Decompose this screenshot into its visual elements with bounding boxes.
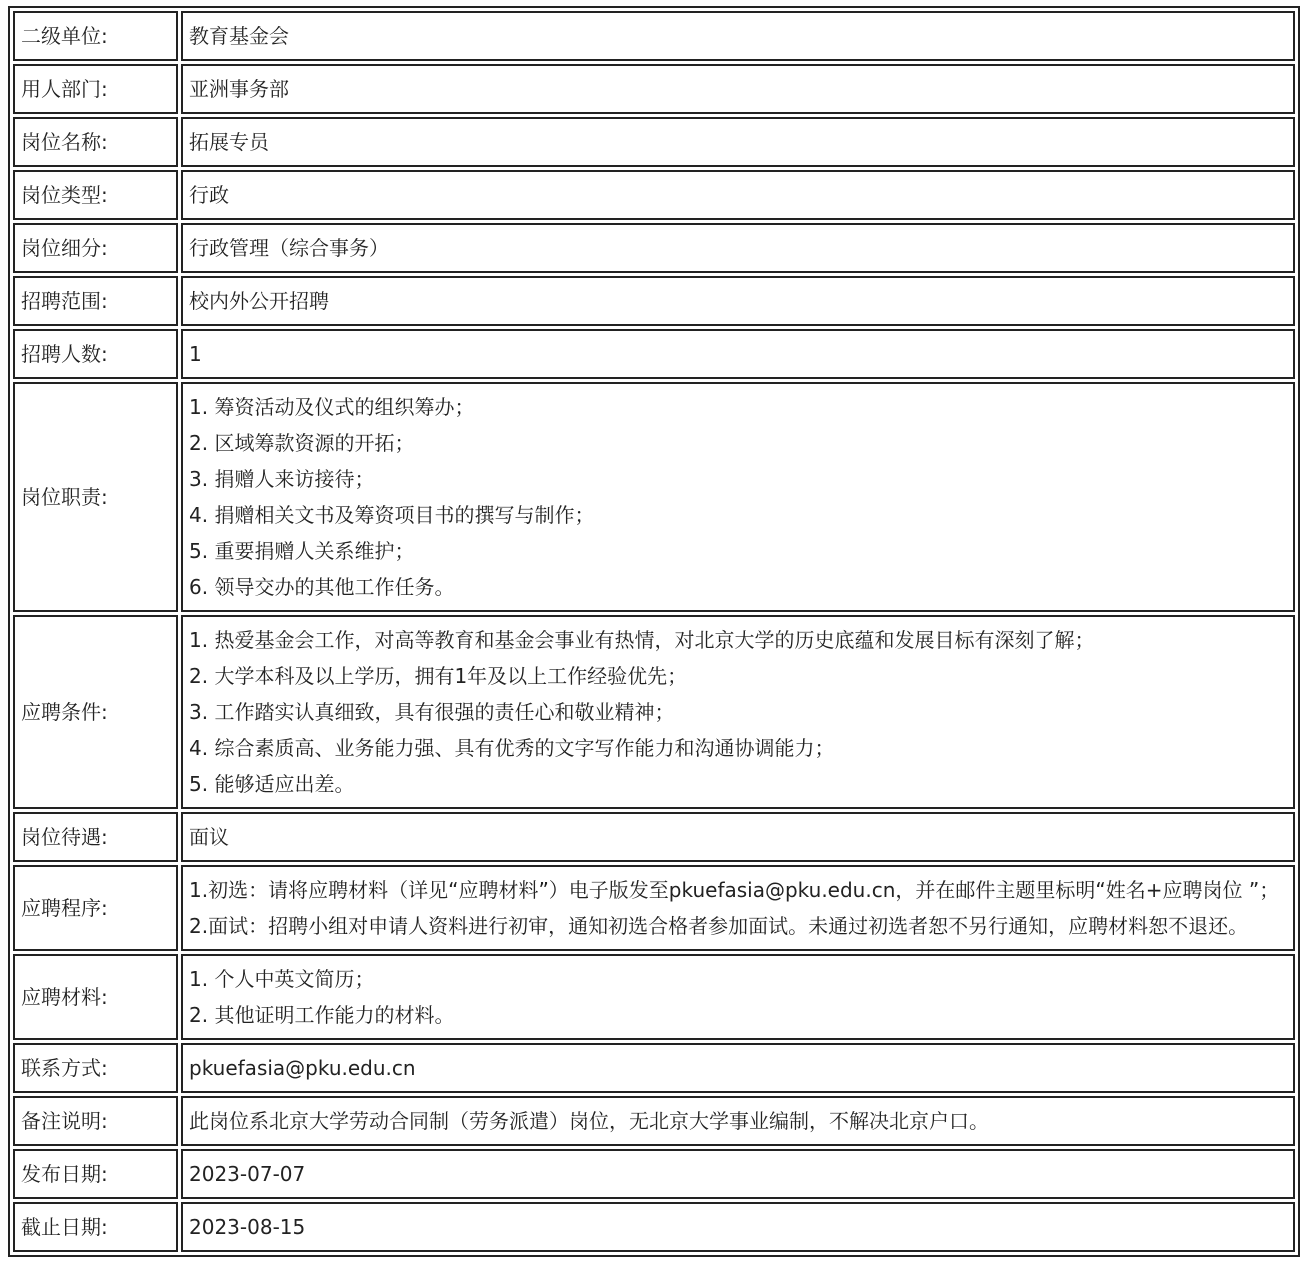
procedure-line: 1.初选：请将应聘材料（详见“应聘材料”）电子版发至pkuefasia@pku.edu.cn，并在邮件主题里标明“姓名+应聘岗位 ”； xyxy=(189,878,1280,902)
value-salary: 面议 xyxy=(181,812,1295,862)
value-position-name: 拓展专员 xyxy=(181,117,1295,167)
row-publish-date xyxy=(13,1149,1295,1199)
label-deadline: 截止日期: xyxy=(13,1202,178,1252)
row-position-name xyxy=(13,117,1295,167)
requirement-line: 2. 大学本科及以上学历，拥有1年及以上工作经验优先； xyxy=(189,664,688,688)
label-procedure: 应聘程序: xyxy=(13,865,178,951)
duty-line: 2. 区域筹款资源的开拓； xyxy=(189,431,415,455)
row-unit xyxy=(13,11,1295,61)
requirement-line: 4. 综合素质高、业务能力强、具有优秀的文字写作能力和沟通协调能力； xyxy=(189,736,835,760)
label-unit: 二级单位: xyxy=(13,11,178,61)
value-requirements xyxy=(181,615,1295,809)
label-duties: 岗位职责: xyxy=(13,382,178,612)
value-duties xyxy=(181,382,1295,612)
row-department xyxy=(13,64,1295,114)
row-recruit-scope xyxy=(13,276,1295,326)
value-unit: 教育基金会 xyxy=(181,11,1295,61)
duty-line: 1. 筹资活动及仪式的组织筹办； xyxy=(189,395,475,419)
material-line: 1. 个人中英文简历； xyxy=(189,967,375,991)
value-notes: 此岗位系北京大学劳动合同制（劳务派遣）岗位，无北京大学事业编制，不解决北京户口。 xyxy=(181,1096,1295,1146)
duty-line: 4. 捐赠相关文书及筹资项目书的撰写与制作； xyxy=(189,503,595,527)
value-contact-email: pkuefasia@pku.edu.cn xyxy=(181,1043,1295,1093)
value-recruit-scope: 校内外公开招聘 xyxy=(181,276,1295,326)
row-notes xyxy=(13,1096,1295,1146)
label-position-subtype: 岗位细分: xyxy=(13,223,178,273)
requirement-line: 1. 热爱基金会工作，对高等教育和基金会事业有热情，对北京大学的历史底蕴和发展目标有深刻了解； xyxy=(189,628,1095,652)
label-position-type: 岗位类型: xyxy=(13,170,178,220)
label-publish-date: 发布日期: xyxy=(13,1149,178,1199)
job-posting-table xyxy=(8,6,1300,1257)
value-position-subtype: 行政管理（综合事务） xyxy=(181,223,1295,273)
label-headcount: 招聘人数: xyxy=(13,329,178,379)
row-contact xyxy=(13,1043,1295,1093)
requirement-line: 3. 工作踏实认真细致，具有很强的责任心和敬业精神； xyxy=(189,700,675,724)
label-requirements: 应聘条件: xyxy=(13,615,178,809)
label-contact: 联系方式: xyxy=(13,1043,178,1093)
label-notes: 备注说明: xyxy=(13,1096,178,1146)
value-materials xyxy=(181,954,1295,1040)
duty-line: 3. 捐赠人来访接待； xyxy=(189,467,375,491)
row-deadline xyxy=(13,1202,1295,1252)
value-department: 亚洲事务部 xyxy=(181,64,1295,114)
row-requirements xyxy=(13,615,1295,809)
duty-line: 5. 重要捐赠人关系维护； xyxy=(189,539,415,563)
requirement-line: 5. 能够适应出差。 xyxy=(189,772,355,796)
label-recruit-scope: 招聘范围: xyxy=(13,276,178,326)
row-salary xyxy=(13,812,1295,862)
value-deadline: 2023-08-15 xyxy=(181,1202,1295,1252)
value-publish-date: 2023-07-07 xyxy=(181,1149,1295,1199)
row-headcount xyxy=(13,329,1295,379)
value-procedure xyxy=(181,865,1295,951)
procedure-line: 2.面试：招聘小组对申请人资料进行初审，通知初选合格者参加面试。未通过初选者恕不另行通知，应聘材料恕不退还。 xyxy=(189,914,1249,938)
value-headcount: 1 xyxy=(181,329,1295,379)
row-position-subtype xyxy=(13,223,1295,273)
label-department: 用人部门: xyxy=(13,64,178,114)
label-position-name: 岗位名称: xyxy=(13,117,178,167)
label-salary: 岗位待遇: xyxy=(13,812,178,862)
duty-line: 6. 领导交办的其他工作任务。 xyxy=(189,575,455,599)
value-position-type: 行政 xyxy=(181,170,1295,220)
row-materials xyxy=(13,954,1295,1040)
row-procedure xyxy=(13,865,1295,951)
row-position-type xyxy=(13,170,1295,220)
row-duties xyxy=(13,382,1295,612)
material-line: 2. 其他证明工作能力的材料。 xyxy=(189,1003,455,1027)
label-materials: 应聘材料: xyxy=(13,954,178,1040)
